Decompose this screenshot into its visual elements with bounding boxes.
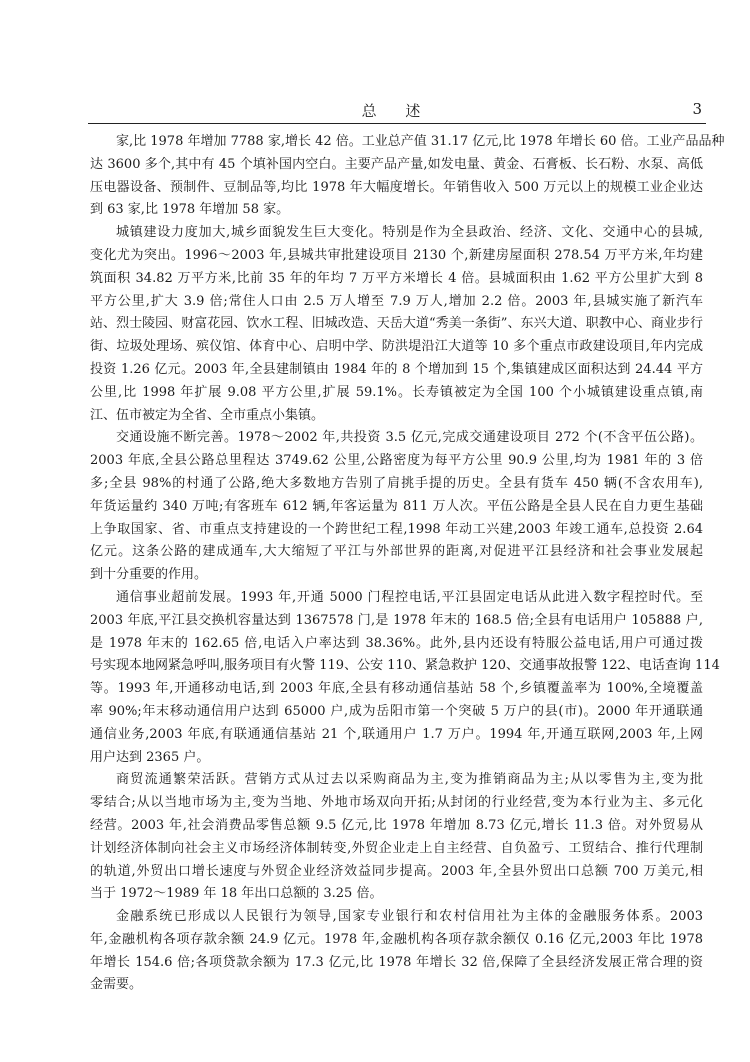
text-line: 年,金融机构各项存款余额 24.9 亿元。1978 年,金融机构各项存款余额仅 0.16 亿元,2003 年比 1978 (90, 931, 703, 947)
text-line: 平方公里,扩大 3.9 倍;常住人口由 2.5 万人增至 7.9 万人,增加 2.2 倍。2003 年,县城实施了新汽车 (90, 293, 703, 309)
running-header (88, 98, 706, 120)
text-line: 通信业务,2003 年底,有联通通信基站 21 个,联通用户 1.7 万户。1994 年,开通互联网,2003 年,上网 (90, 726, 703, 742)
text-line: 街、垃圾处理场、殡仪馆、体育中心、启明中学、防洪堤沿江大道等 10 多个重点市政建设项目,年内完成 (90, 339, 703, 355)
text-line: 2003 年底,平江县交换机容量达到 1367578 门,是 1978 年末的 168.5 倍;全县有电话用户 105888 户, (90, 612, 703, 628)
paragraph (90, 131, 725, 222)
text-line: 金需要。 (90, 977, 143, 993)
text-line: 年增长 154.6 倍;各项贷款余额为 17.3 亿元,比 1978 年增长 32 倍,保障了全县经济发展正常合理的资 (90, 954, 703, 970)
text-line: 号实现本地网紧急呼叫,服务项目有火警 119、公安 110、紧急救护 120、交通事故报警 122、电话查询 114 (90, 658, 720, 674)
text-line: 投资 1.26 亿元。2003 年,全县建制镇由 1984 年的 8 个增加到 15 个,集镇建成区面积达到 24.44 平方 (90, 361, 703, 377)
text-line: 用户达到 2365 户。 (90, 749, 210, 765)
text-line: 城镇建设力度加大,城乡面貌发生巨大变化。特别是作为全县政治、经济、文化、交通中心的县城, (116, 225, 703, 241)
text-line: 到 63 家,比 1978 年增加 58 家。 (90, 202, 290, 218)
chapter-title: 总 述 (361, 102, 433, 120)
text-line: 零结合;从以当地市场为主,变为当地、外地市场双向开拓;从封闭的行业经营,变为本行业为主、多元化 (90, 795, 703, 811)
paragraph (90, 587, 720, 769)
text-line: 是 1978 年末的 162.65 倍,电话入户率达到 38.36%。此外,县内还设有特服公益电话,用户可通过拨 (90, 635, 703, 651)
text-line: 商贸流通繁荣活跃。营销方式从过去以采购商品为主,变为推销商品为主;从以零售为主,变为批 (116, 772, 703, 788)
text-line: 年货运量约 340 万吨;有客班车 612 辆,年客运量为 811 万人次。平伍公路是全县人民在自力更生基础 (90, 498, 703, 514)
text-line: 压电器设备、预制件、豆制品等,均比 1978 年大幅度增长。年销售收入 500 万元以上的规模工业企业达 (90, 179, 703, 195)
text-line: 2003 年底,全县公路总里程达 3749.62 公里,公路密度为每平方公里 90.9 公里,均为 1981 年的 3 倍 (90, 453, 703, 469)
text-line: 多;全县 98%的村通了公路,绝大多数地方告别了肩挑手提的历史。全县有货车 450 辆(不含农用车), (90, 475, 703, 491)
text-line: 筑面积 34.82 万平方米,比前 35 年的年均 7 万平方米增长 4 倍。县城面积由 1.62 平方公里扩大到 8 (90, 270, 703, 286)
paragraph (90, 427, 703, 587)
text-line: 通信事业超前发展。1993 年,开通 5000 门程控电话,平江县固定电话从此进入数字程控时代。至 (116, 589, 703, 605)
paragraph (90, 906, 703, 997)
paragraph (90, 222, 703, 427)
text-line: 到十分重要的作用。 (90, 567, 208, 583)
text-line: 金融系统已形成以人民银行为领导,国家专业银行和农村信用社为主体的金融服务体系。2003 (116, 909, 703, 925)
header-rule (88, 123, 706, 124)
text-line: 公里,比 1998 年扩展 9.08 平方公里,扩展 59.1%。长寿镇被定为全国 100 个小城镇建设重点镇,南 (90, 384, 703, 400)
text-line: 达 3600 多个,其中有 45 个填补国内空白。主要产品产量,如发电量、黄金、石膏板、长石粉、水泵、高低 (90, 156, 703, 172)
text-line: 上争取国家、省、市重点支持建设的一个跨世纪工程,1998 年动工兴建,2003 年竣工通车,总投资 2.64 (90, 521, 703, 537)
text-line: 计划经济体制向社会主义市场经济体制转变,外贸企业走上自主经营、自负盈亏、工贸结合、推行代理制 (90, 840, 703, 856)
text-line: 的轨道,外贸出口增长速度与外贸企业经济效益同步提高。2003 年,全县外贸出口总额 700 万美元,相 (90, 863, 703, 879)
text-line: 率 90%;年末移动通信用户达到 65000 户,成为岳阳市第一个突破 5 万户的县(市)。2000 年开通联通 (90, 703, 703, 719)
text-line: 家,比 1978 年增加 7788 家,增长 42 倍。工业总产值 31.17 亿元,比 1978 年增长 60 倍。工业产品品种 (116, 134, 725, 149)
text-line: 经营。2003 年,社会消费品零售总额 9.5 亿元,比 1978 年增加 8.73 亿元,增长 11.3 倍。对外贸易从 (90, 817, 703, 833)
text-line: 亿元。这条公路的建成通车,大大缩短了平江与外部世界的距离,对促进平江县经济和社会事业发展起 (90, 544, 703, 560)
page-number: 3 (692, 100, 702, 118)
body-text (90, 131, 725, 997)
text-line: 交通设施不断完善。1978～2002 年,共投资 3.5 亿元,完成交通建设项目 272 个(不含平伍公路)。 (116, 430, 703, 446)
paragraph (90, 769, 703, 906)
text-line: 江、伍市被定为全省、全市重点小集镇。 (90, 407, 325, 423)
text-line: 站、烈士陵园、财富花园、饮水工程、旧城改造、天岳大道“秀美一条街”、东兴大道、职教中心、商业步行 (90, 316, 703, 332)
text-line: 等。1993 年,开通移动电话,到 2003 年底,全县有移动通信基站 58 个,乡镇覆盖率为 100%,全境覆盖 (90, 681, 703, 697)
text-line: 当于 1972～1989 年 18 年出口总额的 3.25 倍。 (90, 886, 383, 902)
text-line: 变化尤为突出。1996～2003 年,县城共审批建设项目 2130 个,新建房屋面积 278.54 万平方米,年均建 (90, 247, 703, 263)
